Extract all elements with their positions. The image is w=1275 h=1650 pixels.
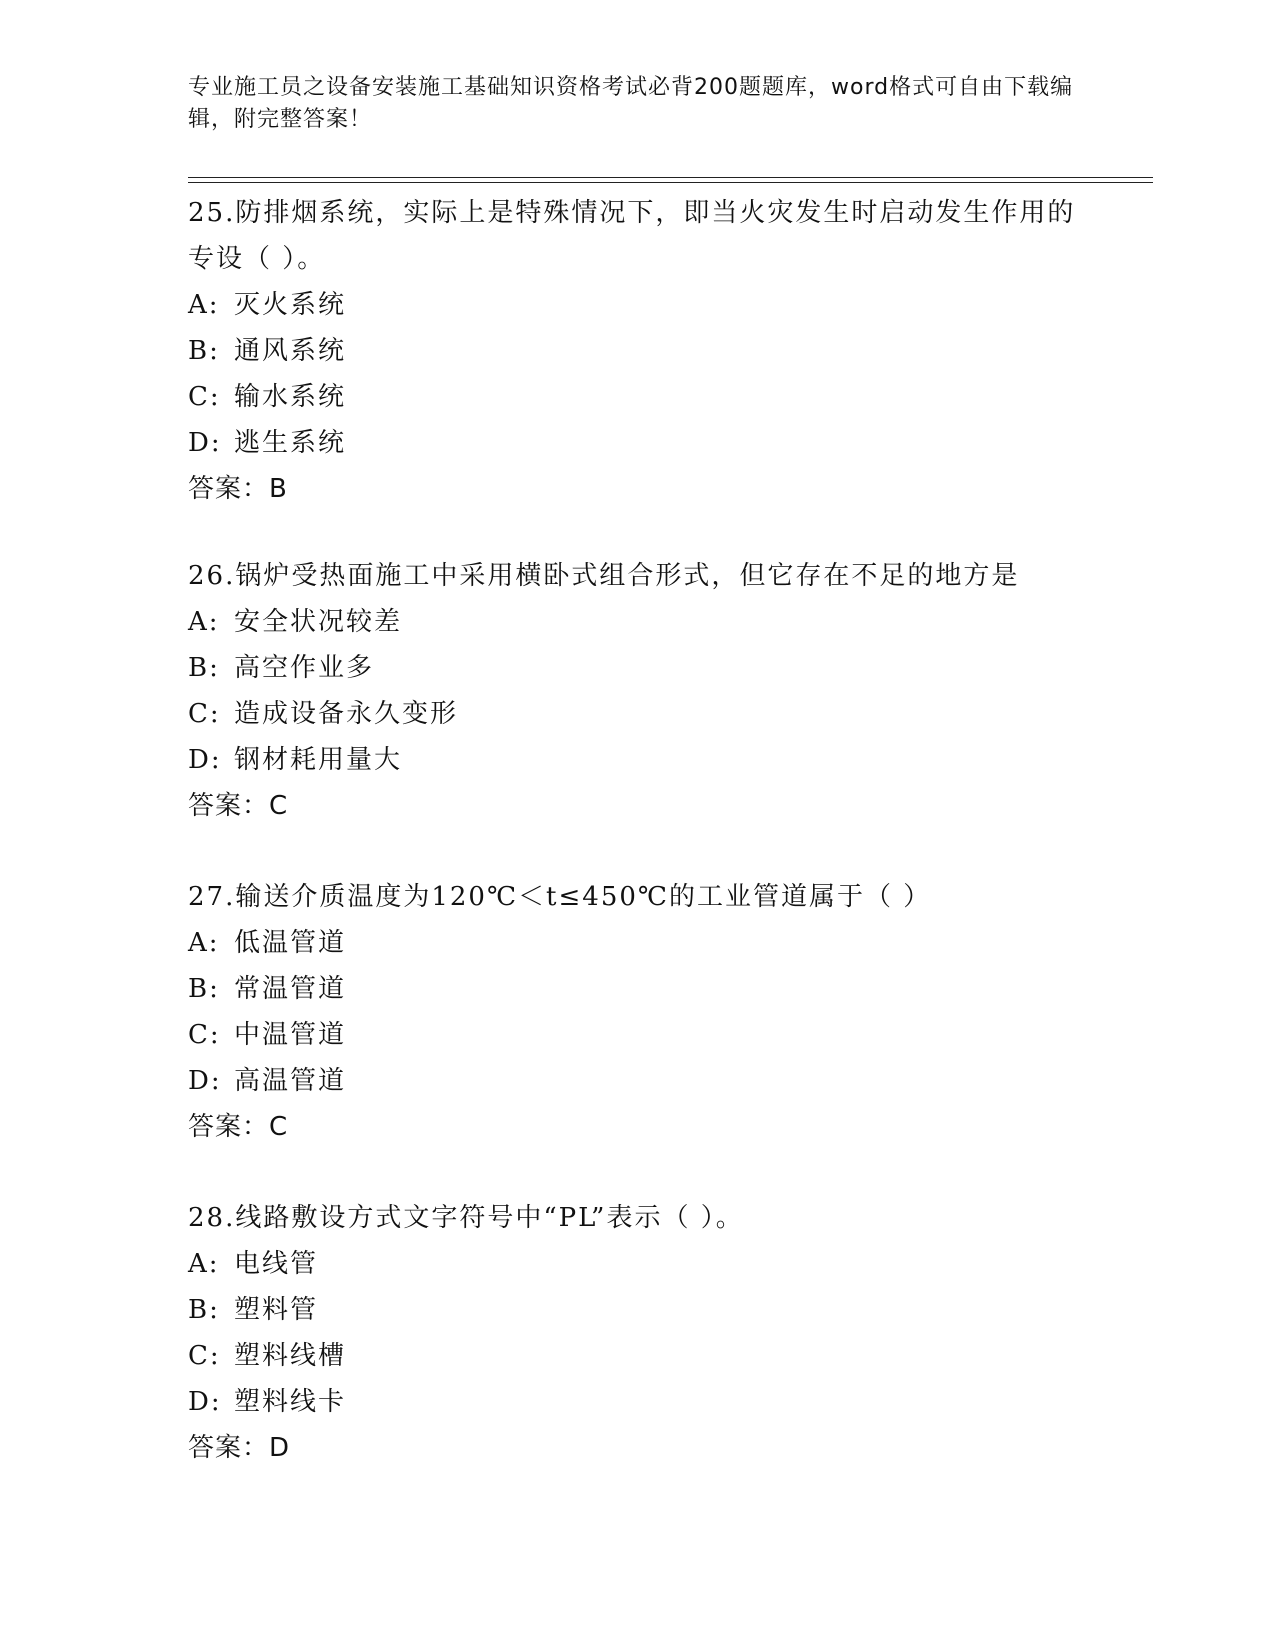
option-letter: C: (188, 382, 221, 412)
option-text: 塑料线槽 (234, 1341, 347, 1371)
option-text: 塑料线卡 (234, 1387, 347, 1417)
answer-line: 答案：C (188, 791, 289, 821)
option-a (188, 920, 1088, 966)
question-26 (188, 553, 1088, 829)
question-stem: 25.防排烟系统，实际上是特殊情况下，即当火灾发生时启动发生作用的专设（ ）。 (188, 198, 1076, 274)
option-d (188, 737, 1088, 783)
option-letter: D: (188, 428, 222, 458)
answer-line: 答案：D (188, 1433, 291, 1463)
option-c (188, 691, 1088, 737)
option-letter: A: (188, 1249, 220, 1279)
answer-line: 答案：B (188, 474, 288, 504)
option-letter: B: (188, 653, 220, 683)
option-letter: A: (188, 928, 220, 958)
question-stem: 28.线路敷设方式文字符号中“PL”表示（ ）。 (188, 1203, 744, 1233)
option-b (188, 645, 1088, 691)
option-d (188, 1058, 1088, 1104)
option-letter: C: (188, 1341, 221, 1371)
option-text: 中温管道 (234, 1020, 347, 1050)
option-letter: D: (188, 1387, 222, 1417)
option-text: 安全状况较差 (234, 607, 403, 637)
answer-line: 答案：C (188, 1112, 289, 1142)
option-d (188, 420, 1088, 466)
option-text: 通风系统 (234, 336, 347, 366)
option-text: 输水系统 (234, 382, 347, 412)
option-text: 高温管道 (234, 1066, 347, 1096)
question-27 (188, 874, 1088, 1150)
option-letter: D: (188, 1066, 222, 1096)
option-c (188, 1012, 1088, 1058)
option-letter: C: (188, 699, 221, 729)
question-25 (188, 190, 1088, 512)
question-stem: 26.锅炉受热面施工中采用横卧式组合形式，但它存在不足的地方是 (188, 561, 1020, 591)
option-text: 塑料管 (234, 1295, 319, 1325)
option-c (188, 374, 1088, 420)
question-stem: 27.输送介质温度为120℃＜t≤450℃的工业管道属于（ ） (188, 882, 932, 912)
document-header: 专业施工员之设备安装施工基础知识资格考试必背200题题库，word格式可自由下载编辑，附完整答案！ (188, 75, 1074, 132)
header-divider-bottom (188, 182, 1153, 183)
question-28 (188, 1195, 1088, 1471)
option-letter: C: (188, 1020, 221, 1050)
option-letter: B: (188, 974, 220, 1004)
header-divider-top (188, 177, 1153, 178)
option-text: 钢材耗用量大 (234, 745, 403, 775)
option-c (188, 1333, 1088, 1379)
option-text: 低温管道 (234, 928, 347, 958)
option-text: 常温管道 (234, 974, 347, 1004)
option-a (188, 282, 1088, 328)
option-a (188, 599, 1088, 645)
option-b (188, 966, 1088, 1012)
option-letter: A: (188, 607, 220, 637)
option-text: 造成设备永久变形 (234, 699, 459, 729)
option-b (188, 1287, 1088, 1333)
option-text: 逃生系统 (234, 428, 347, 458)
option-text: 灭火系统 (234, 290, 347, 320)
option-b (188, 328, 1088, 374)
option-text: 电线管 (234, 1249, 319, 1279)
option-letter: D: (188, 745, 222, 775)
option-d (188, 1379, 1088, 1425)
option-a (188, 1241, 1088, 1287)
option-letter: B: (188, 336, 220, 366)
option-text: 高空作业多 (234, 653, 375, 683)
option-letter: B: (188, 1295, 220, 1325)
option-letter: A: (188, 290, 220, 320)
